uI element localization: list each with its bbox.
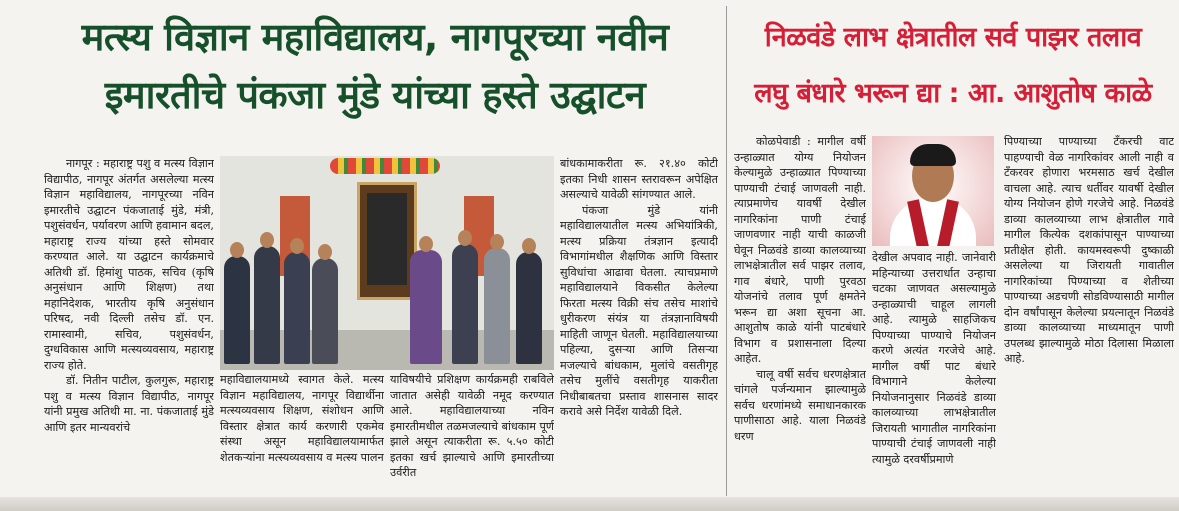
column-divider <box>726 6 727 496</box>
right-col1-para2: चालू वर्षी सर्वच धरणक्षेत्रात चांगले पर्जन्यमान झाल्यामुळे सर्वच धरणांमध्ये समाधानकारक पाणीसाठा आहे. याला निळवंडे धरण <box>734 367 866 443</box>
right-article-col1 <box>734 134 866 496</box>
left-col3-text: याविषयीचे प्रशिक्षण कार्यक्रमही राबविले जातात असेही यावेळी नमूद करण्यात आले. महाविद्यालयाच्या नविन इमारतीमधील तळमजल्याचे बांधकाम पूर्ण झाले असून त्याकरीता रू. ५.५० कोटी इतका खर्च झाल्याचे आणि इमारतीच्या उर्वरीत <box>390 373 554 479</box>
inauguration-photo <box>220 156 554 370</box>
left-headline-line1: मत्स्य विज्ञान महाविद्यालय, नागपूरच्या नवीन <box>81 15 669 59</box>
right-article-col2 <box>872 250 996 496</box>
page-bottom-edge <box>0 497 1179 511</box>
right-col1-para1: कोळपेवाडी : मागील वर्षी उन्हाळ्यात योग्य नियोजन केल्यामुळे उन्हाळ्यात पिण्याच्या पाण्याची टंचाई जाणवली नाही. त्याप्रमाणेच यावर्षी देखील नागरिकांना पाणी टंचाई जाणवणार नाही याची काळजी घेवून निळवंडे डाव्या कालव्याच्या लाभक्षेत्रातील सर्व पाझर तलाव, गाव बंधारे, पाणी पुरवठा योजनांचे तलाव पूर्ण क्षमतेने भरून द्या अशा सूचना आ. आशुतोष काळे यांनी पाटबंधारे विभाग व प्रशासनाला दिल्या आहेत. <box>734 135 866 365</box>
right-headline-line2: लघु बंधारे भरून द्या : आ. आशुतोष काळे <box>754 78 1152 109</box>
left-article-col4 <box>560 156 718 496</box>
left-col4-para2: पंकजा मुंडे यांनी महाविद्यालयातील मत्स्य अभियांत्रिकी, मत्स्य प्रक्रिया तंत्रज्ञान इत्यादी विभागांमधील शैक्षणिक आणि विस्तार सुविधांचा आढावा घेतला. त्याचप्रमाणे महाविद्यालयाने विकसीत केलेल्या फिरता मत्स्य विक्री संच तसेच माशांचे धुरीकरण संयंत्र या तंत्रज्ञानाविषयी माहिती जाणून घेतली. महाविद्यालयाच्या पहिल्या, दुसऱ्या आणि तिसऱ्या मजल्याचे बांधकाम, मुलांचे वसतीगृह तसेच मुलींचे वसतीगृह याकरीता निधीबाबतचा प्रस्ताव शासनास सादर करावे असे निर्देश यावेळी दिले. <box>560 203 718 418</box>
right-col2-text: देखील अपवाद नाही. जानेवारी महिन्याच्या उत्तरार्धात उन्हाचा चटका जाणवत असल्यामुळे उन्हाळ्याची चाहूल लागली आहे. त्यामुळे साहजिकच पिण्याच्या पाण्याचे नियोजन करणे अत्यंत गरजेचे आहे. मागील वर्षी पाट बंधारे विभागाने केलेल्या नियोजनानुसार निळवंडे डाव्या कालव्याच्या लाभक्षेत्रातील जिरायती भागातील नागरिकांना पाण्याची टंचाई जाणवली नाही त्यामुळे दरवर्षीप्रमाणे <box>872 251 996 466</box>
right-headline-line1: निळवंडे लाभ क्षेत्रातील सर्व पाझर तलाव <box>764 22 1142 53</box>
flower-garland <box>330 158 440 174</box>
mla-portrait-photo <box>872 136 994 246</box>
left-col4-para1: बांधकामाकरीता रू. २१.४० कोटी इतका निधी शासन स्तरावरून अपेक्षित असल्याचे यावेळी सांगण्यात आले. <box>560 157 718 201</box>
left-col1-para2: डॉ. नितीन पाटील, कुलगुरू, महाराष्ट्र पशु व मत्स्य विज्ञान विद्यापीठ, नागपूर यांनी प्रमुख अतिथी मा. ना. पंकजाताई मुंडे आणि इतर मान्यवरांचे <box>44 374 214 434</box>
left-article-col2 <box>220 372 384 496</box>
left-article-headline <box>30 8 720 124</box>
left-article-col1 <box>44 156 214 496</box>
left-col1-para1: नागपूर : महाराष्ट्र पशु व मत्स्य विज्ञान विद्यापीठ, नागपूर अंतर्गत असलेल्या मत्स्य विज्ञान महाविद्यालय, नागपूरच्या नविन इमारतीचे उद्घाटन पंकजाताई मुंडे, मंत्री, पशुसंवर्धन, पर्यावरण आणि हवामान बदल, महाराष्ट्र राज्य यांच्या हस्ते सोमवार करण्यात आले. या उद्घाटन कार्यक्रमाचे अतिथी डॉ. हिमांशु पाठक, सचिव (कृषि अनुसंधान आणि शिक्षण) तथा महानिदेशक, भारतीय कृषि अनुसंधान परिषद, नवी दिल्ली तसेच डॉ. एन. रामास्वामी, सचिव, पशुसंवर्धन, दुग्धविकास आणि मत्स्यव्यवसाय, महाराष्ट्र राज्य होते. <box>44 157 214 372</box>
left-article-col3 <box>390 372 554 496</box>
left-headline-line2: इमारतीचे पंकजा मुंडे यांच्या हस्ते उद्घाटन <box>104 73 646 117</box>
right-article-headline <box>733 10 1173 122</box>
inauguration-plaque <box>357 182 417 300</box>
left-col2-text: महाविद्यालयामध्ये स्वागत केले. मत्स्य विज्ञान महाविद्यालय, नागपूर विद्यार्थीना मत्स्यव्यवसाय शिक्षण, संशोधन आणि विस्तार क्षेत्रात कार्य करणारी एकमेव संस्था असून महाविद्यालयामार्फत शेतकऱ्यांना मत्स्यव्यवसाय व मत्स्य पालन <box>220 373 384 464</box>
right-article-col3 <box>1004 134 1174 496</box>
right-col3-text: पिण्याच्या पाण्याच्या टँकरची वाट पाहण्याची वेळ नागरिकांवर आली नाही व टँकरवर होणारा भरमसाठ खर्च देखील वाचला आहे. त्याच धर्तीवर यावर्षी देखील योग्य नियोजन होणे गरजेचे आहे. निळवंडे डाव्या कालव्याच्या लाभ क्षेत्रातील गावे मागील कित्येक दशकांपासून पाण्याच्या प्रतीक्षेत होती. कायमस्वरूपी दुष्काळी असलेल्या या जिरायती गावातील नागरिकांच्या पिण्याच्या व शेतीच्या पाण्याच्या अडचणी सोडविण्यासाठी मागील दोन वर्षांपासून केलेल्या प्रयत्नातून निळवंडे डाव्या कालव्याच्या माध्यमातून पाणी उपलब्ध झाल्यामुळे मोठा दिलासा मिळाला आहे. <box>1004 135 1174 365</box>
